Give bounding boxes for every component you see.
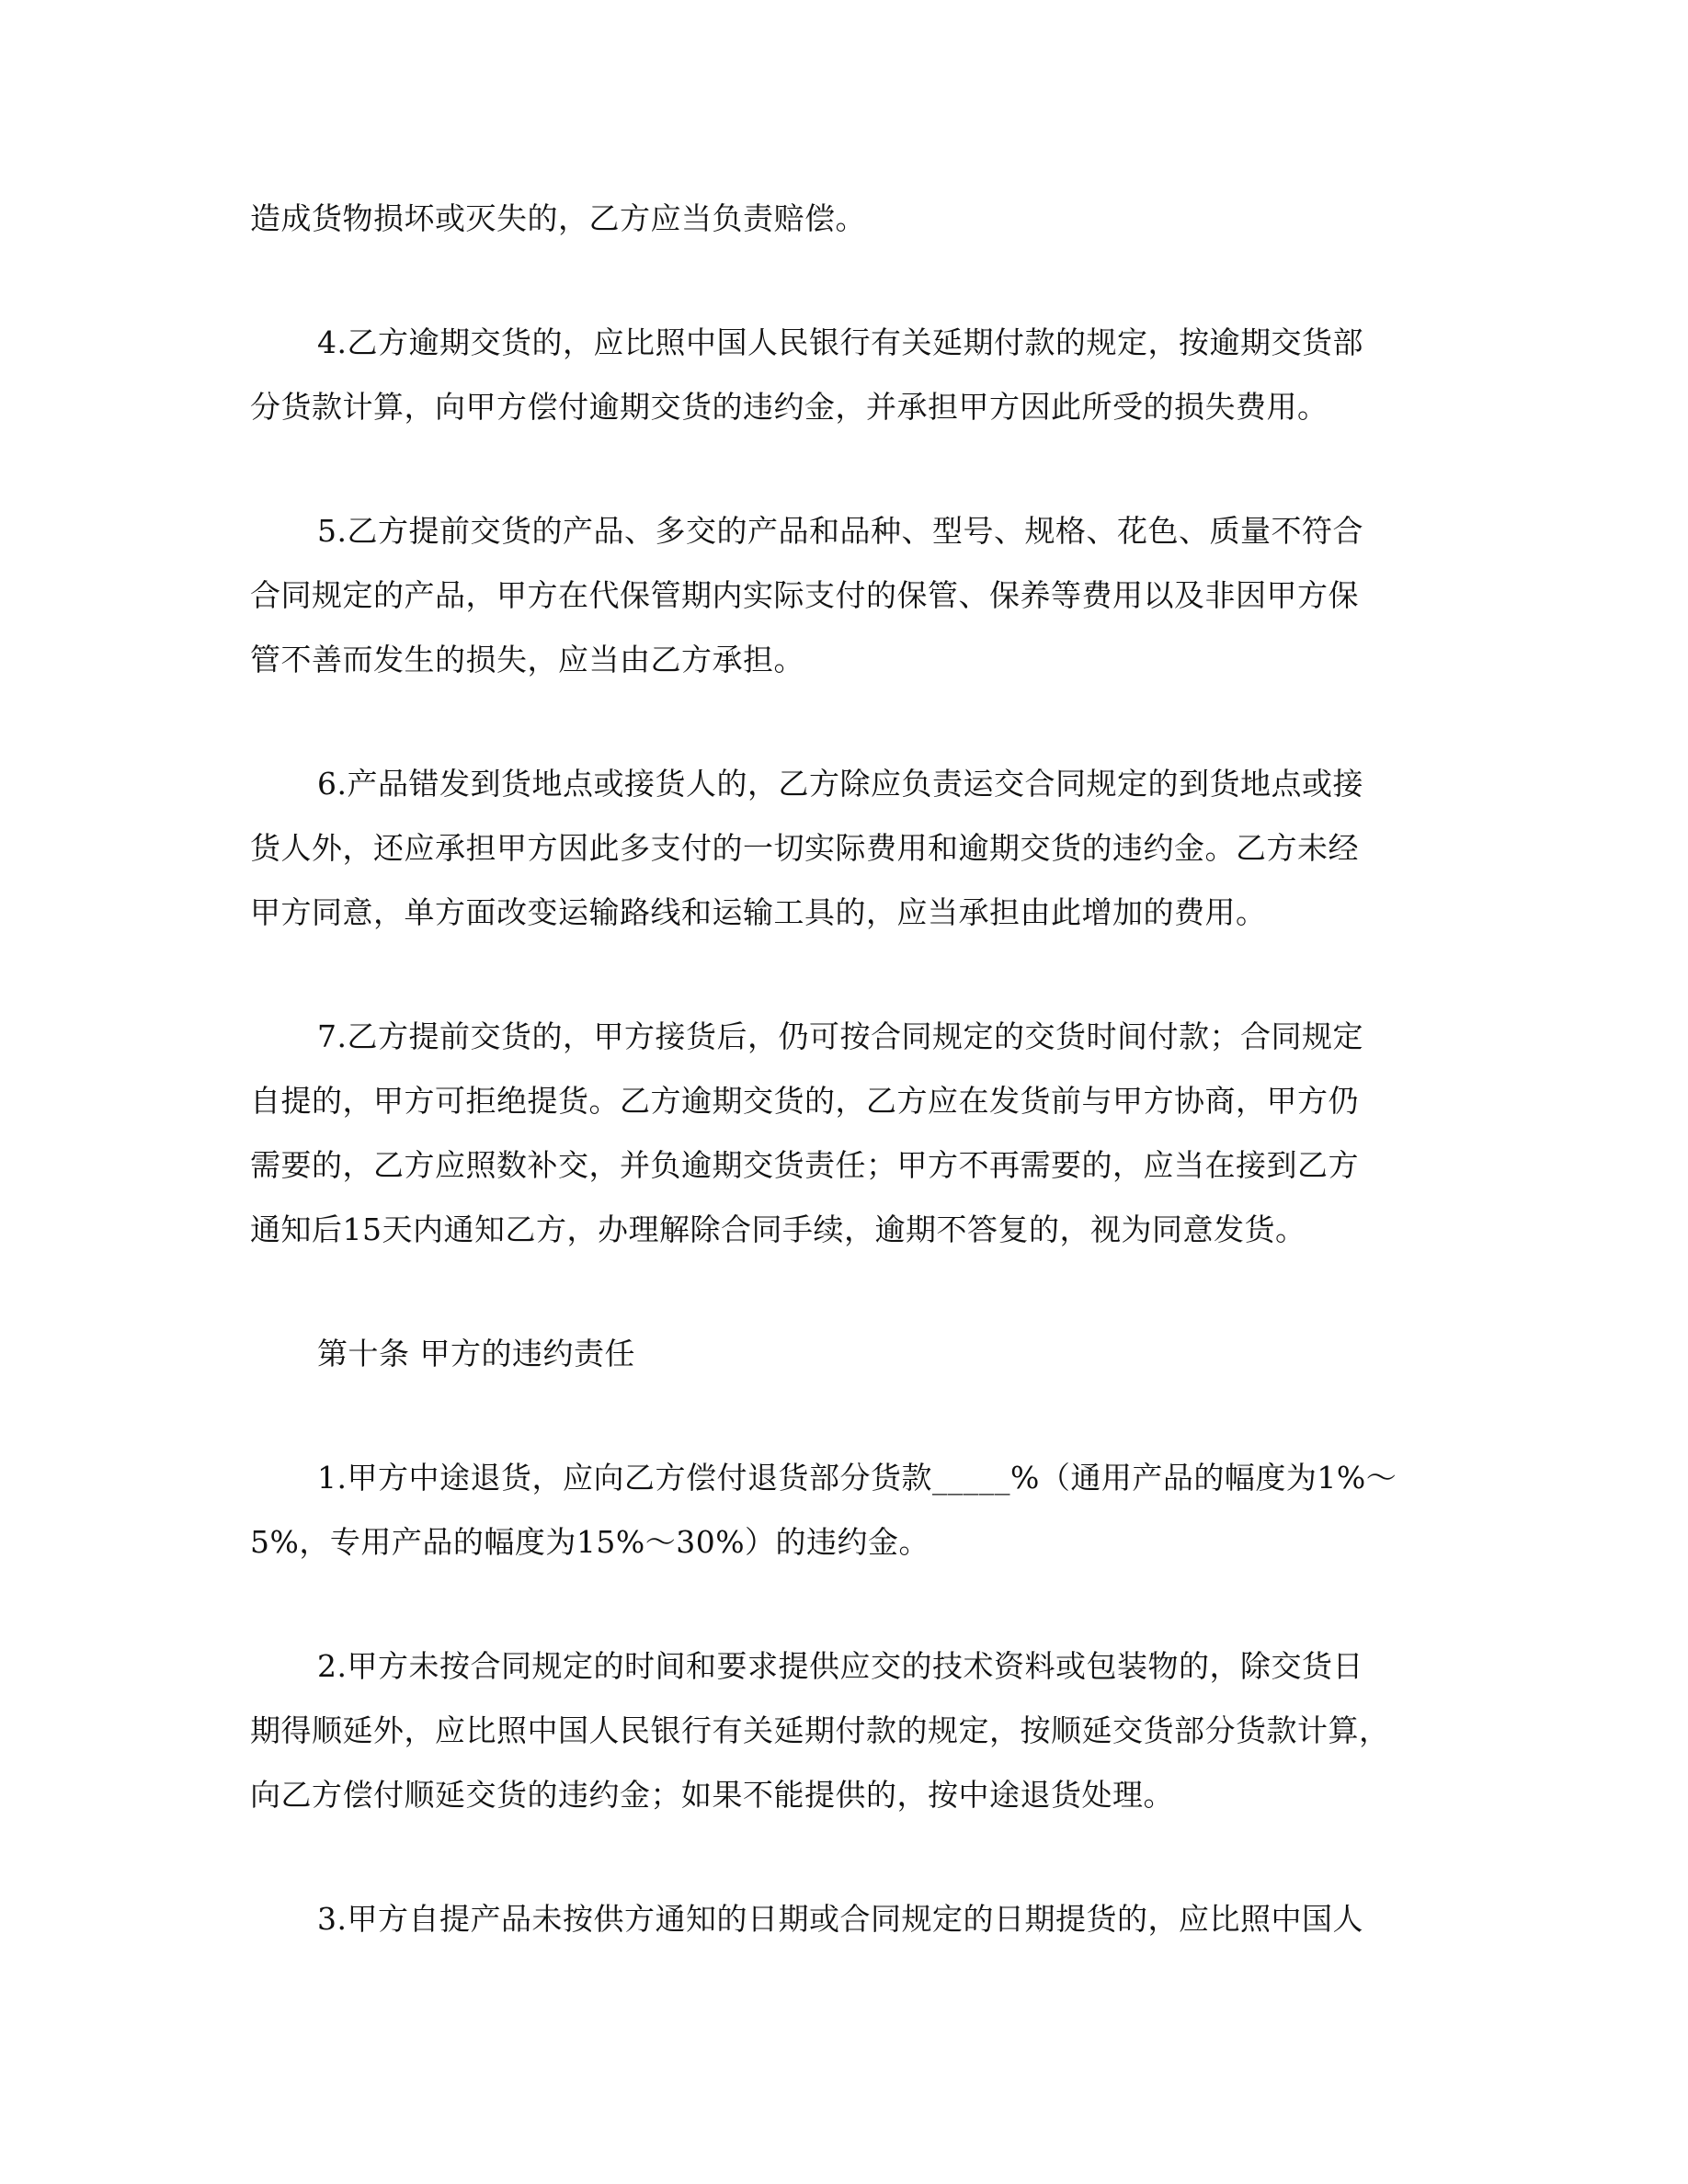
- text-line: 货人外，还应承担甲方因此多支付的一切实际费用和逾期交货的违约金。乙方未经: [250, 830, 1359, 866]
- text-line: 5.乙方提前交货的产品、多交的产品和品种、型号、规格、花色、质量不符合: [317, 513, 1363, 549]
- text-line: 7.乙方提前交货的，甲方接货后，仍可按合同规定的交货时间付款；合同规定: [317, 1018, 1363, 1054]
- text-line: 5%，专用产品的幅度为15%～30%）的违约金。: [250, 1524, 930, 1560]
- text-line: 合同规定的产品，甲方在代保管期内实际支付的保管、保养等费用以及非因甲方保: [250, 577, 1359, 613]
- text-line: 需要的，乙方应照数补交，并负逾期交货责任；甲方不再需要的，应当在接到乙方: [250, 1147, 1359, 1183]
- text-line: 甲方同意，单方面改变运输路线和运输工具的，应当承担由此增加的费用。: [250, 894, 1267, 930]
- section-heading: 第十条 甲方的违约责任: [317, 1336, 635, 1371]
- text-line: 2.甲方未按合同规定的时间和要求提供应交的技术资料或包装物的，除交货日: [317, 1648, 1363, 1684]
- text-line: 3.甲方自提产品未按供方通知的日期或合同规定的日期提货的，应比照中国人: [317, 1901, 1363, 1937]
- text-line: 造成货物损坏或灭失的，乙方应当负责赔偿。: [250, 200, 866, 236]
- text-line: 自提的，甲方可拒绝提货。乙方逾期交货的，乙方应在发货前与甲方协商，甲方仍: [250, 1083, 1359, 1119]
- text-line: 通知后15天内通知乙方，办理解除合同手续，逾期不答复的，视为同意发货。: [250, 1211, 1306, 1247]
- text-line: 1.甲方中途退货，应向乙方偿付退货部分货款_____%（通用产品的幅度为1%～: [317, 1460, 1397, 1496]
- text-line: 向乙方偿付顺延交货的违约金；如果不能提供的，按中途退货处理。: [250, 1777, 1174, 1813]
- text-line: 期得顺延外，应比照中国人民银行有关延期付款的规定，按顺延交货部分货款计算，: [250, 1712, 1390, 1748]
- text-line: 分货款计算，向甲方偿付逾期交货的违约金，并承担甲方因此所受的损失费用。: [250, 389, 1329, 425]
- text-line: 4.乙方逾期交货的，应比照中国人民银行有关延期付款的规定，按逾期交货部: [317, 324, 1363, 360]
- text-line: 管不善而发生的损失，应当由乙方承担。: [250, 642, 804, 677]
- text-line: 6.产品错发到货地点或接货人的，乙方除应负责运交合同规定的到货地点或接: [317, 766, 1363, 802]
